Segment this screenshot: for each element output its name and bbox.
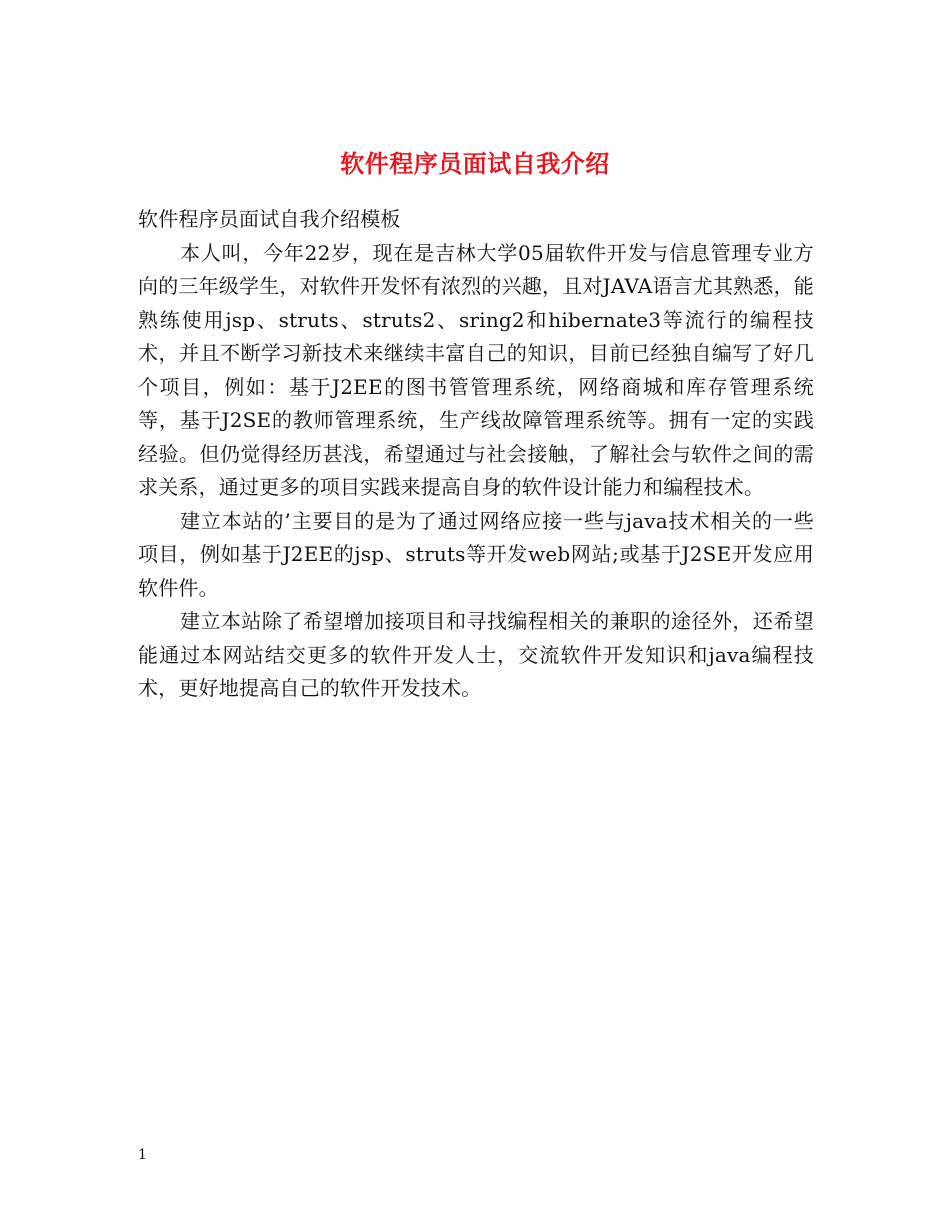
body-paragraph-1: 本人叫，今年22岁，现在是吉林大学05届软件开发与信息管理专业方向的三年级学生，对软件开发怀有浓烈的兴趣，且对JAVA语言尤其熟悉，能熟练使用jsp、struts、struts2、sring2和hibernate3等流行的编程技术，并且不断学习新技术来继续丰富自己的知识，目前已经独自编写了好几个项目，例如：基于J2EE的图书管管理系统，网络商城和库存管理系统等，基于J2SE的教师管理系统，生产线故障管理系统等。拥有一定的实践经验。但仍觉得经历甚浅，希望通过与社会接触，了解社会与软件之间的需求关系，通过更多的项目实践来提高自身的软件设计能力和编程技术。: [138, 240, 814, 499]
body-paragraph-3: 建立本站除了希望增加接项目和寻找编程相关的兼职的途径外，还希望能通过本网站结交更多的软件开发人士，交流软件开发知识和java编程技术，更好地提高自己的软件开发技术。: [138, 609, 814, 700]
document-subtitle: 软件程序员面试自我介绍模板: [138, 207, 401, 231]
body-paragraph-2: 建立本站的’主要目的是为了通过网络应接一些与java技术相关的一些项目，例如基于J2EE的jsp、struts等开发web网站;或基于J2SE开发应用软件件。: [138, 508, 814, 600]
document-body: [138, 203, 814, 706]
page-number: 1: [138, 1147, 147, 1163]
document-title: 软件程序员面试自我介绍: [340, 149, 610, 179]
